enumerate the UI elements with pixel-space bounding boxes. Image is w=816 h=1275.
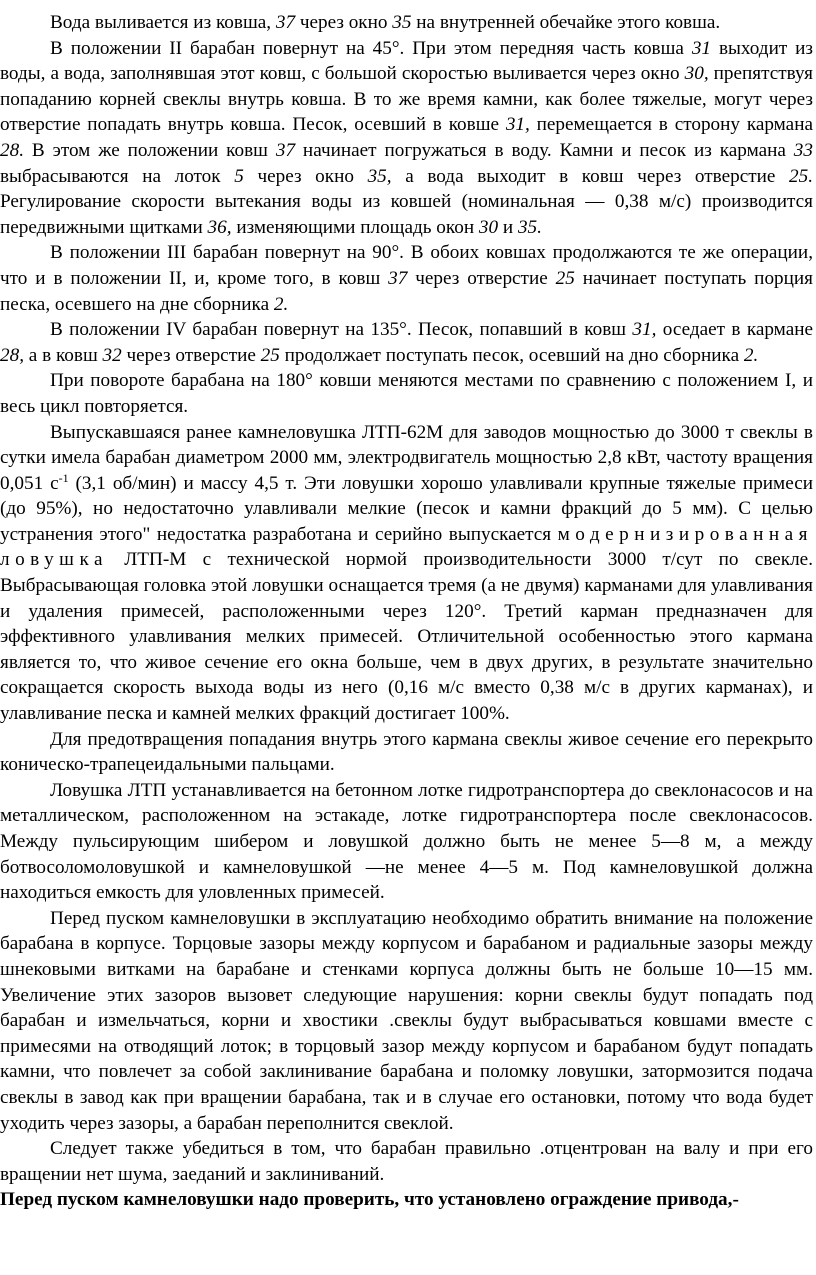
text-run: Ловушка ЛТП устанавливается на бетонном лотке гидротранспортера до свеклонасосов и на металлическом, расположенном на эстакаде, лотке гидротранспортера после свеклонасосов. Между пульсирующим шибером и ловушкой должно быть не менее 5—8 м, а между ботвосоломоловушкой и камнеловушкой —не менее 4—5 м. Под камнеловушкой должна находиться емкость для уловленных примесей. — [0, 779, 813, 904]
reference-number: 35, — [367, 165, 392, 187]
reference-number: 25 — [260, 344, 280, 366]
paragraph-10 — [0, 1136, 816, 1187]
text-run: Выпускавшаяся ранее камнеловушка ЛТП-62М для заводов мощностью до 3000 т свеклы в сутки имела барабан диаметром 2000 мм, электродвигатель мощностью 2,8 кВт, частоту вращения 0,051 с — [0, 421, 813, 494]
text-run: В положении III барабан повернут на 90°. В обоих ковшах продолжаются те же операции, что и в положении II, и, кроме того, в ковш — [0, 242, 813, 289]
reference-number: 31 — [691, 37, 712, 59]
text-run: Вода выливается из ковша, — [50, 12, 276, 33]
text-run: продолжает поступать песок, осевший на дно сборника — [279, 344, 744, 366]
reference-number: 28, — [0, 344, 24, 366]
text-run: При повороте барабана на 180° ковши меняются местами по сравнению с положением I, и весь цикл повторяется. — [0, 370, 813, 417]
reference-number: 35. — [517, 216, 542, 238]
text-run: В положении IV барабан повернут на 135°. Песок, попавший в ковш — [50, 319, 633, 341]
reference-number: 37 — [275, 139, 296, 161]
paragraph-2 — [0, 36, 816, 241]
reference-number: 25. — [789, 165, 813, 187]
paragraph-8 — [0, 778, 816, 906]
text-run: Для предотвращения попадания внутрь этого кармана свеклы живое сечение его перекрыто коническо-трапецеидальными пальцами. — [0, 728, 813, 776]
reference-number: 2. — [273, 293, 289, 315]
text-run: препятствуя попаданию корней свеклы внутрь ковша. В то же время камни, как более тяжелые, могут через отверстие попадать внутрь ковша. Песок, осевший в ковше — [0, 63, 813, 136]
text-run: через отверстие — [407, 267, 556, 289]
reference-number: 37 — [275, 12, 296, 33]
reference-number: 36, — [207, 216, 232, 238]
paragraph-6 — [0, 420, 816, 727]
text-run: выбрасываются на лоток — [0, 165, 235, 187]
superscript: -1 — [58, 470, 69, 485]
text-run: Регулирование скорости вытекания воды из ковшей (номинальная — 0,38 м/с) производится передвижными щитками — [0, 191, 813, 238]
text-run: и — [498, 216, 518, 238]
reference-number: 30, — [684, 63, 709, 85]
paragraph-1 — [0, 10, 816, 36]
reference-number: 33 — [793, 139, 813, 161]
reference-number: 31, — [632, 319, 657, 341]
paragraph-3 — [0, 240, 816, 317]
text-run: В положении II барабан повернут на 45°. При этом передняя часть ковша — [50, 37, 692, 59]
reference-number: 25 — [555, 267, 575, 289]
text-run: оседает в кармане — [656, 319, 813, 341]
reference-number: 31, — [505, 114, 530, 136]
reference-number: 5 — [234, 165, 244, 187]
text-run: (3,1 об/мин) и массу 4,5 т. Эти ловушки хорошо улавливали крупные тяжелые примеси (до 95%), но недостаточно улавливали мелкие (песок и камни фракций до 5 мм). С целью устранения этого" недостатка разработана и серийно выпускается — [0, 472, 813, 545]
text-run: Следует также убедиться в том, что барабан правильно .отцентрован на валу и при его вращении нет шума, заеданий и заклиниваний. — [0, 1138, 813, 1185]
text-run: на внутренней обечайке этого ковша. — [411, 12, 721, 33]
paragraph-4 — [0, 317, 816, 368]
text-run: через окно — [295, 12, 393, 33]
text-run: В этом же положении ковш — [23, 139, 276, 161]
text-run: ЛТП-М с технической нормой производительности 3000 т/сут по свекле. Выбрасывающая головка этой ловушки оснащается тремя (а не двумя) карманами для улавливания и удаления примесей, расположенными через 120°. Третий карман предназначен для эффективного улавливания мелких примесей. Отличительной особенностью этого кармана является то, что живое сечение его окна больше, чем в двух других, в результате значительно сокращается скорость выхода воды из него (0,16 м/с вместо 0,38 м/с в других карманах), и улавливание песка и камней мелких фракций достигает 100%. — [0, 549, 813, 725]
text-run: а вода выходит в ковш через отверстие — [391, 165, 790, 187]
text-run: через отверстие — [121, 344, 261, 366]
text-run: а в ковш — [23, 344, 103, 366]
text-run: через окно — [243, 165, 368, 187]
paragraph-5 — [0, 368, 816, 419]
reference-number: 37 — [388, 267, 408, 289]
text-run: начинает погружаться в воду. Камни и песок из кармана — [295, 139, 794, 161]
text-run: Перед пуском камнеловушки в эксплуатацию необходимо обратить внимание на положение барабана в корпусе. Торцовые зазоры между корпусом и барабаном и радиальные зазоры между шнековыми витками на барабане и стенками корпуса должны быть не больше 10—15 мм. Увеличение этих зазоров вызовет следующие нарушения: корни свеклы будут попадать под барабан и измельчаться, корни и хвостики .свеклы будут выбрасываться ковшами вместе с примесями на отводящий лоток; в торцовый зазор между корпусом и барабаном будут попадать камни, что повлечет за собой заклинивание барабана и поломку ловушки, затормозится подача свеклы в завод как при вращении барабана, так и в случае его остановки, потому что вода будет уходить через зазоры, а барабан переполнится свеклой. — [0, 907, 813, 1134]
reference-number: 28. — [0, 139, 24, 161]
reference-number: 2. — [743, 344, 759, 366]
paragraph-7 — [0, 727, 816, 778]
reference-number: 35 — [392, 12, 412, 33]
paragraph-11 — [0, 1187, 816, 1213]
reference-number: 32 — [102, 344, 122, 366]
text-run: выходит из воды, а вода, заполнявшая этот ковш, с большой скоростью выливается через окно — [0, 37, 813, 85]
text-run: изменяющими площадь окон — [231, 216, 479, 238]
text-run: перемещается в сторону кармана — [529, 114, 813, 136]
text-run: Перед пуском камнеловушки надо проверить, что установлено ограждение привода,- — [0, 1189, 739, 1211]
paragraph-9 — [0, 906, 816, 1136]
emphasized-term: модернизированная ловушка — [0, 523, 813, 571]
reference-number: 30 — [478, 216, 499, 238]
text-run: начинает поступать порция песка, осевшего на дне сборника — [0, 267, 813, 315]
